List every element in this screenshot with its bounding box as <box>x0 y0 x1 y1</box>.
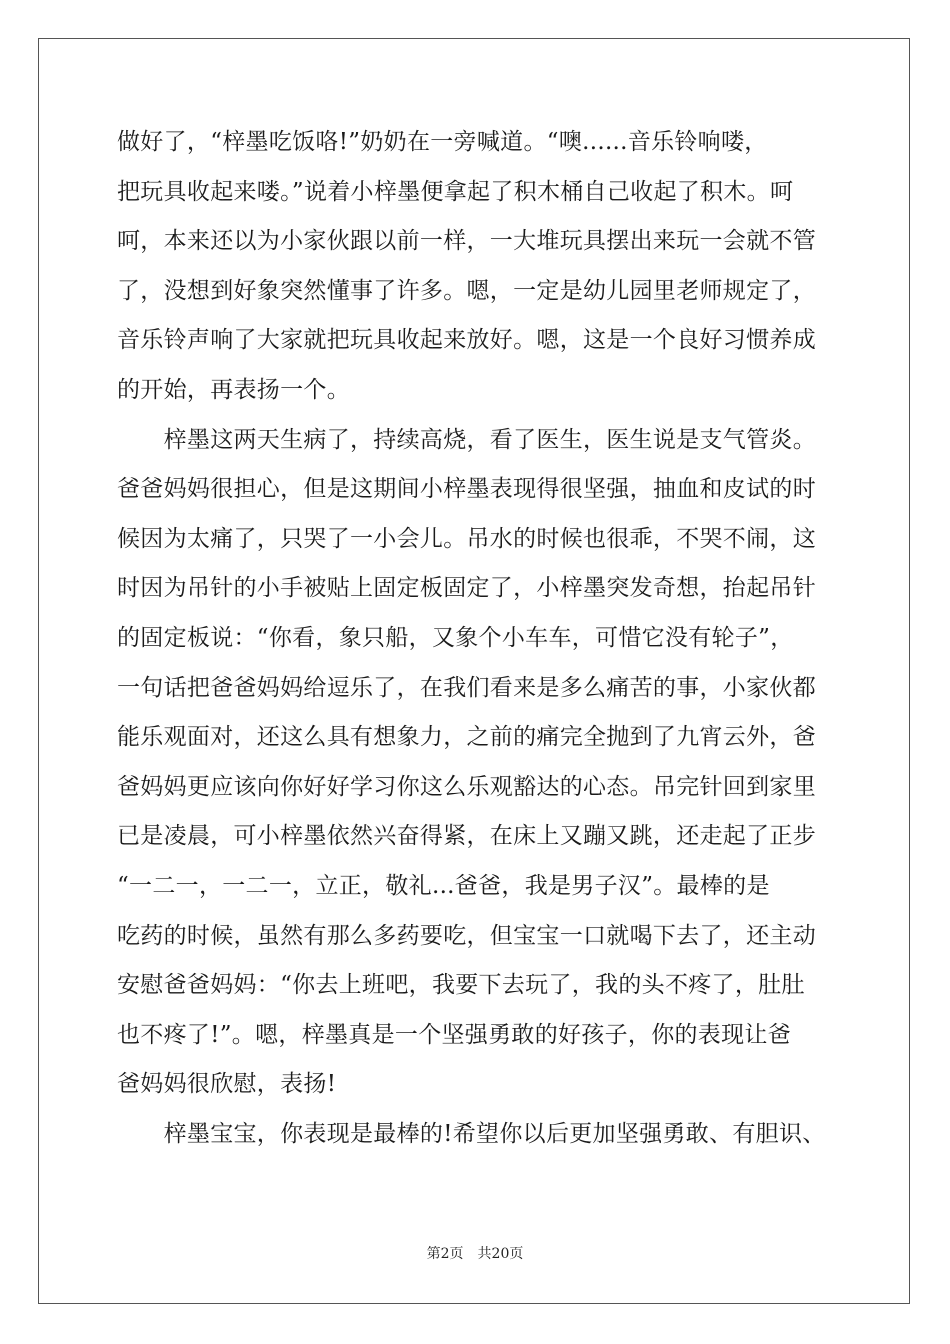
text-line: 音乐铃声响了大家就把玩具收起来放好。嗯，这是一个良好习惯养成 <box>117 327 816 354</box>
text-line: 爸妈妈更应该向你好好学习你这么乐观豁达的心态。吊完针回到家里 <box>117 773 816 800</box>
document-body <box>117 118 835 1159</box>
page-number-footer: 第2页 共20页 <box>426 1246 524 1262</box>
text-line: 的开始，再表扬一个。 <box>117 376 350 403</box>
text-line: 安慰爸爸妈妈：“你去上班吧，我要下去玩了，我的头不疼了，肚肚 <box>117 972 805 999</box>
text-line: 爸爸妈妈很担心，但是这期间小梓墨表现得很坚强，抽血和皮试的时 <box>117 476 816 503</box>
text-line: 的固定板说：“你看，象只船，又象个小车车，可惜它没有轮子”， <box>117 624 794 651</box>
text-line: 已是凌晨，可小梓墨依然兴奋得紧，在床上又蹦又跳，还走起了正步 <box>117 823 816 850</box>
text-line: 了，没想到好象突然懂事了许多。嗯，一定是幼儿园里老师规定了， <box>117 277 816 304</box>
text-line: 梓墨这两天生病了，持续高烧，看了医生，医生说是支气管炎。 <box>117 426 816 453</box>
text-line: 做好了，“梓墨吃饭咯!”奶奶在一旁喊道。“噢......音乐铃响喽， <box>117 129 768 155</box>
text-line: 也不疼了!”。嗯，梓墨真是一个坚强勇敢的好孩子，你的表现让爸 <box>117 1021 792 1048</box>
text-line: “一二一，一二一，立正，敬礼...爸爸，我是男子汉”。最棒的是 <box>117 872 770 899</box>
text-line: 候因为太痛了，只哭了一小会儿。吊水的时候也很乖，不哭不闹，这 <box>117 525 816 552</box>
text-line: 吃药的时候，虽然有那么多药要吃，但宝宝一口就喝下去了，还主动 <box>117 922 816 949</box>
text-line: 爸妈妈很欣慰，表扬! <box>117 1071 337 1098</box>
text-line: 能乐观面对，还这么具有想象力，之前的痛完全抛到了九宵云外，爸 <box>117 724 816 751</box>
text-line: 梓墨宝宝，你表现是最棒的!希望你以后更加坚强勇敢、有胆识、 <box>117 1120 826 1147</box>
text-line: 时因为吊针的小手被贴上固定板固定了，小梓墨突发奇想，抬起吊针 <box>117 575 816 602</box>
text-line: 把玩具收起来喽。”说着小梓墨便拿起了积木桶自己收起了积木。呵 <box>117 178 794 205</box>
text-line: 呵，本来还以为小家伙跟以前一样，一大堆玩具摆出来玩一会就不管 <box>117 228 816 255</box>
text-line: 一句话把爸爸妈妈给逗乐了，在我们看来是多么痛苦的事，小家伙都 <box>117 674 816 701</box>
